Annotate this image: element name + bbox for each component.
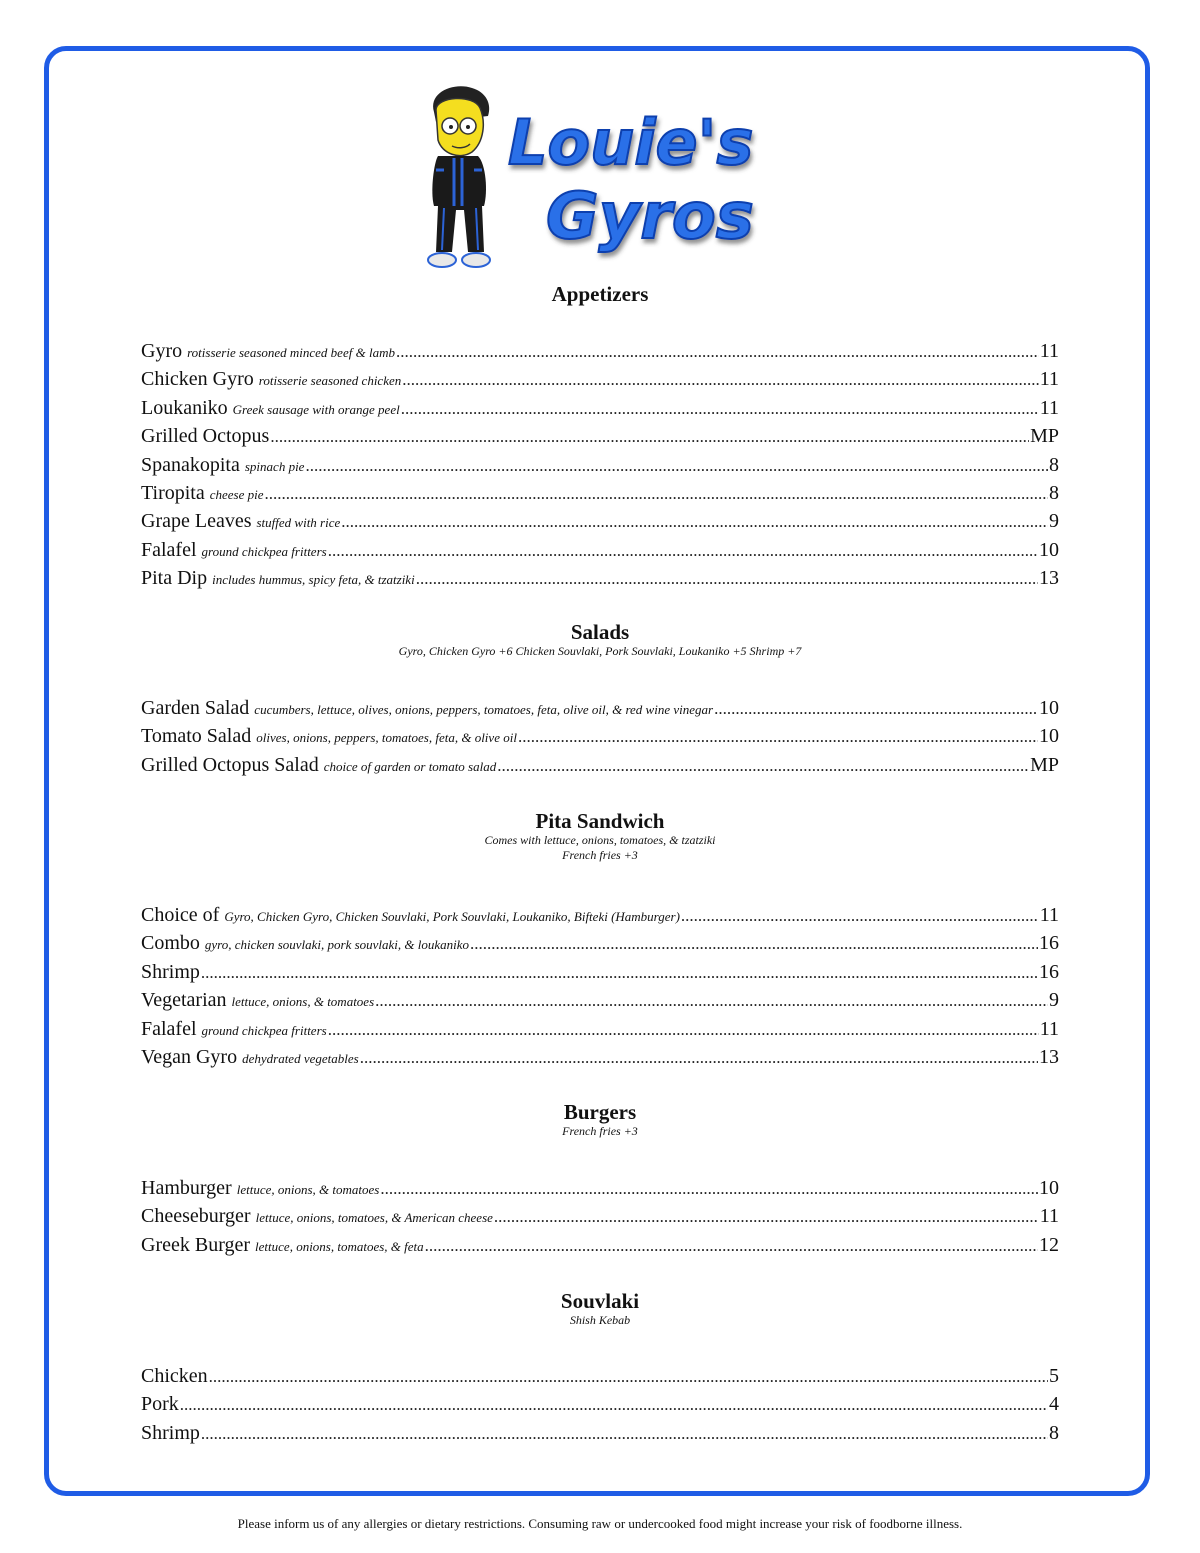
item-name: Pork [141, 1393, 179, 1416]
item-description: stuffed with rice [256, 515, 341, 531]
item-price: 10 [1039, 1177, 1059, 1199]
item-price: 16 [1039, 932, 1059, 955]
item-price: 8 [1049, 481, 1059, 504]
item-name: Falafel [141, 538, 197, 561]
dot-leader [401, 395, 1039, 422]
dot-leader [328, 1016, 1039, 1043]
item-description: olives, onions, peppers, tomatoes, feta, & olive oil [256, 730, 517, 746]
item-description: rotisserie seasoned chicken [258, 373, 402, 389]
item-name: Cheeseburger [141, 1205, 251, 1228]
menu-item [141, 536, 1059, 564]
item-price: 13 [1039, 1045, 1059, 1068]
burgers-list [141, 1174, 1059, 1259]
menu-item [141, 929, 1059, 957]
section-souvlaki [141, 1289, 1059, 1328]
menu-item [141, 1202, 1059, 1230]
section-note: Comes with lettuce, onions, tomatoes, & tzatziki [484, 833, 716, 847]
section-note: Gyro, Chicken Gyro +6 Chicken Souvlaki, Pork Souvlaki, Loukaniko +5 Shrimp +7 [398, 644, 802, 658]
item-price: 10 [1039, 538, 1059, 561]
section-burgers [141, 1100, 1059, 1139]
menu-item [141, 1174, 1059, 1202]
item-price: 9 [1049, 510, 1059, 533]
item-name: Tomato Salad [141, 725, 252, 748]
dot-leader [396, 338, 1039, 365]
item-name: Chicken Gyro [141, 368, 254, 391]
menu-item [141, 958, 1059, 986]
dot-leader [714, 695, 1038, 722]
dot-leader [494, 1203, 1039, 1230]
item-name: Hamburger [141, 1177, 232, 1199]
dot-leader [270, 423, 1029, 450]
menu-item [141, 422, 1059, 450]
item-name: Chicken [141, 1365, 208, 1387]
menu-item [141, 1419, 1059, 1447]
dot-leader [518, 723, 1038, 750]
menu-item [141, 451, 1059, 479]
dot-leader [375, 987, 1048, 1014]
item-price: 13 [1039, 567, 1059, 590]
item-price: 9 [1049, 989, 1059, 1012]
menu-item [141, 722, 1059, 750]
menu-item [141, 751, 1059, 779]
dot-leader [470, 930, 1038, 957]
item-price: 16 [1039, 960, 1059, 983]
menu-item [141, 337, 1059, 365]
menu-item [141, 394, 1059, 422]
appetizers-list [141, 337, 1059, 593]
item-price: 8 [1049, 1421, 1059, 1444]
item-description: rotisserie seasoned minced beef & lamb [187, 345, 395, 360]
item-description: cucumbers, lettuce, olives, onions, peppers, tomatoes, feta, olive oil, & red wine vinegar [254, 702, 714, 717]
item-description: cheese pie [209, 486, 264, 502]
item-price: 5 [1049, 1365, 1059, 1387]
item-description: includes hummus, spicy feta, & tzatziki [212, 572, 415, 588]
section-note: French fries +3 [562, 848, 638, 862]
dot-leader [416, 565, 1038, 592]
item-name: Grape Leaves [141, 510, 252, 533]
item-price: MP [1030, 753, 1059, 776]
dot-leader [305, 452, 1048, 479]
item-description: lettuce, onions, tomatoes, & American cheese [255, 1210, 493, 1226]
menu-item [141, 901, 1059, 929]
section-note: Shish Kebab [569, 1313, 631, 1327]
item-description: gyro, chicken souvlaki, pork souvlaki, & loukaniko [204, 937, 470, 953]
salads-list [141, 694, 1059, 779]
item-price: 12 [1039, 1233, 1059, 1256]
section-title: Salads [570, 620, 630, 644]
item-name: Falafel [141, 1017, 197, 1040]
menu-item [141, 365, 1059, 393]
dot-leader [425, 1232, 1038, 1259]
item-price: 10 [1039, 725, 1059, 748]
item-name: Vegan Gyro [141, 1045, 238, 1068]
dot-leader [265, 480, 1048, 507]
dot-leader [201, 959, 1038, 986]
menu-item [141, 986, 1059, 1014]
dot-leader [180, 1391, 1048, 1418]
item-name: Vegetarian [141, 989, 227, 1012]
item-price: 4 [1049, 1393, 1059, 1416]
menu-item [141, 1362, 1059, 1390]
item-price: 11 [1039, 1205, 1059, 1228]
item-description: ground chickpea fritters [201, 1022, 327, 1038]
menu-item [141, 694, 1059, 722]
svg-text:Gyros: Gyros [546, 180, 754, 254]
item-description: Greek sausage with orange peel [232, 401, 400, 417]
pita-sandwich-list [141, 901, 1059, 1071]
logo [414, 82, 786, 272]
brand-wordmark [508, 106, 754, 254]
item-description: lettuce, onions, tomatoes, & feta [255, 1238, 424, 1254]
item-name: Gyro [141, 340, 183, 362]
section-appetizers [141, 282, 1059, 306]
item-price: 11 [1039, 396, 1059, 419]
item-price: 11 [1039, 1017, 1059, 1040]
section-title: Burgers [563, 1100, 637, 1124]
section-note: French fries +3 [562, 1124, 638, 1138]
item-name: Shrimp [141, 960, 200, 983]
dot-leader [328, 537, 1038, 564]
item-name: Pita Dip [141, 567, 208, 590]
dot-leader [497, 752, 1029, 779]
dot-leader [360, 1044, 1038, 1071]
item-price: MP [1030, 425, 1059, 448]
item-price: 11 [1039, 340, 1059, 362]
item-name: Shrimp [141, 1421, 200, 1444]
dot-leader [209, 1363, 1048, 1390]
item-description: dehydrated vegetables [242, 1050, 359, 1066]
item-description: Gyro, Chicken Gyro, Chicken Souvlaki, Pork Souvlaki, Loukaniko, Bifteki (Hamburger) [224, 909, 680, 924]
souvlaki-list [141, 1362, 1059, 1447]
item-name: Grilled Octopus Salad [141, 753, 319, 776]
section-salads [141, 620, 1059, 659]
item-name: Spanakopita [141, 453, 240, 476]
item-name: Tiropita [141, 481, 205, 504]
menu-item [141, 1390, 1059, 1418]
item-price: 10 [1039, 697, 1059, 719]
section-title: Pita Sandwich [535, 809, 665, 833]
allergy-disclaimer: Please inform us of any allergies or dietary restrictions. Consuming raw or undercooked food might increase your risk of foodborne illness. [237, 1516, 963, 1531]
item-name: Loukaniko [141, 396, 228, 419]
menu-item [141, 564, 1059, 592]
item-name: Garden Salad [141, 697, 250, 719]
item-description: lettuce, onions, & tomatoes [231, 994, 375, 1010]
item-description: ground chickpea fritters [201, 543, 327, 559]
item-description: choice of garden or tomato salad [323, 758, 497, 774]
item-description: spinach pie [244, 458, 305, 474]
item-price: 11 [1039, 904, 1059, 926]
dot-leader [201, 1420, 1048, 1447]
item-name: Choice of [141, 904, 220, 926]
menu-item [141, 479, 1059, 507]
mascot-icon [428, 86, 490, 267]
item-description: lettuce, onions, & tomatoes [236, 1182, 380, 1197]
menu-item [141, 1231, 1059, 1259]
dot-leader [341, 508, 1048, 535]
dot-leader [402, 366, 1038, 393]
item-price: 8 [1049, 453, 1059, 476]
menu-item [141, 1043, 1059, 1071]
dot-leader [681, 902, 1039, 929]
item-name: Combo [141, 932, 200, 955]
dot-leader [380, 1175, 1038, 1202]
section-title: Appetizers [551, 282, 649, 306]
item-name: Greek Burger [141, 1233, 251, 1256]
section-title: Souvlaki [560, 1289, 640, 1313]
section-pita-sandwich [141, 809, 1059, 863]
menu-item [141, 1015, 1059, 1043]
menu-item [141, 507, 1059, 535]
svg-text:Louie's: Louie's [508, 106, 754, 179]
item-name: Grilled Octopus [141, 425, 270, 448]
item-price: 11 [1039, 368, 1059, 391]
